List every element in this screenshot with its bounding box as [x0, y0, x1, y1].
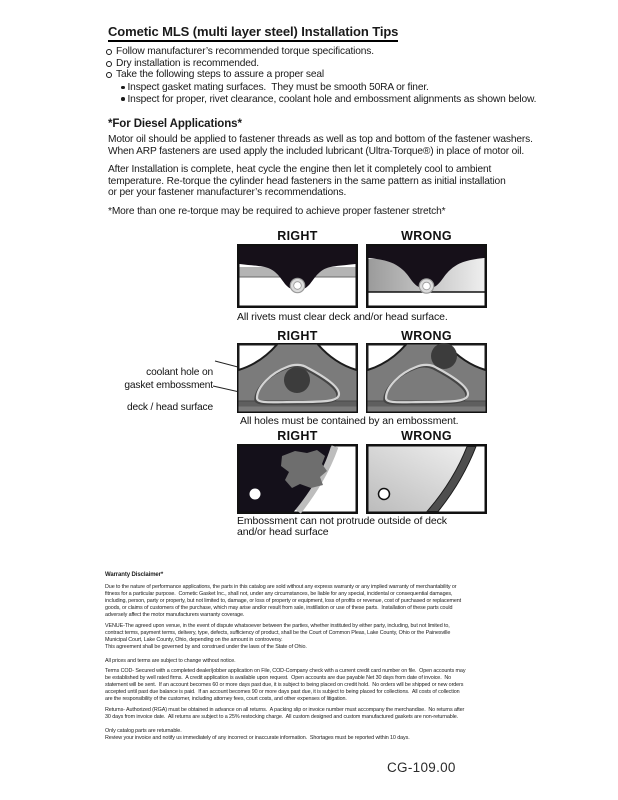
page-code: CG-109.00 [387, 760, 456, 775]
text-line: contract terms, payment terms, delivery, type, defects, sufficiency of product, shall be the Court of Common Pleas, Lake County, Ohio or the Painesville [105, 630, 451, 636]
list-item [106, 69, 536, 81]
text-line: are the responsibility of the customer, including attorney fees, court costs, and other expenses of litigation. [105, 696, 347, 702]
gasket-embossment-annotation: gasket embossment [124, 380, 213, 391]
circle-bullet-icon [106, 72, 112, 78]
bullet-text: Inspect for proper, rivet clearance, coolant hole and embossment alignments as shown below. [127, 93, 537, 105]
section-heading: *For Diesel Applications* [108, 118, 242, 130]
paragraph [105, 707, 465, 721]
dot-bullet-icon [121, 86, 125, 90]
wrong-label: WRONG [401, 229, 452, 243]
bullet-text: Follow manufacturer’s recommended torque specifications. [116, 46, 374, 57]
list-item [106, 82, 536, 94]
diagram-row1-wrong-image [366, 244, 487, 308]
paragraph [105, 668, 465, 703]
row3-caption-line2: and/or head surface [237, 526, 329, 538]
paragraph [108, 206, 533, 217]
paragraph [105, 623, 465, 651]
row3-caption-line1: Embossment can not protrude outside of deck [237, 515, 447, 527]
wrong-label: WRONG [401, 329, 452, 343]
row1-caption: All rivets must clear deck and/or head surface. [237, 311, 448, 323]
text-line: Motor oil should be applied to fastener threads as well as top and bottom of the fastener washers. [108, 134, 533, 146]
bullet-text: Take the following steps to assure a proper seal [116, 69, 324, 80]
deck-surface [369, 292, 485, 306]
text-line: Returns- Authorized (RGA) must be obtained in advance on all returns. A packing slip or invoice number must accompany the merchandise. No returns after [105, 707, 465, 713]
text-line: fitness for a particular purpose. Cometic Gasket Inc., shall not, under any circumstances, be liable for any special, incidental or consequential damages, [105, 591, 453, 597]
list-item [106, 58, 536, 70]
text-line: Review your invoice and notify us immediately of any incorrect or inaccurate information. Shortages must be reported within 10 days. [105, 735, 410, 741]
wrong-label: WRONG [401, 429, 452, 443]
diagram-row3-wrong-image [366, 444, 487, 514]
text-line: After Installation is complete, heat cycle the engine then let it completely cool to ambient [108, 164, 492, 176]
bolt-hole [250, 489, 261, 500]
text-line: When ARP fasteners are used apply the included lubricant (Ultra-Torque®) in place of motor oil. [108, 145, 525, 157]
installation-tips-list [106, 46, 536, 105]
sub-list [106, 82, 536, 105]
text-line: including, person, party or property, but not limited to, damage, or loss of property or equipment, loss of profits or revenue, cost of purchased or replacement [105, 598, 462, 604]
text-line: adversely affect the motor manufacturers warranty coverage. [105, 612, 245, 618]
text-line: goods, or claims of customers of the purchase, which may arise and/or result from sale, instillation or use of these parts. Installation of these parts could [105, 605, 453, 611]
text-line: statement will be sent. If an account becomes 60 or more days past due, it is subject to being placed on credit hold. No orders will be shipped or new orders [105, 682, 464, 688]
embossment-region [281, 450, 327, 488]
dot-bullet-icon [121, 97, 125, 101]
text-line: All prices and terms are subject to change without notice. [105, 658, 236, 664]
right-label: RIGHT [277, 229, 318, 243]
coolant-hole [284, 367, 310, 393]
bolt-hole [379, 489, 390, 500]
coolant-hole [431, 343, 457, 369]
diagram-row2-right-image [237, 343, 358, 413]
diesel-applications-section [108, 119, 533, 225]
page-title: Cometic MLS (multi layer steel) Installation Tips [108, 24, 398, 42]
text-line: This agreement shall be governed by and construed under the laws of the State of Ohio. [105, 644, 307, 650]
text-line: or per your fastener manufacturer’s recommendations. [108, 186, 347, 198]
rivet-center [294, 282, 302, 290]
text-line: *More than one re-torque may be required to achieve proper fastener stretch* [108, 205, 446, 217]
right-label: RIGHT [277, 329, 318, 343]
list-item [106, 46, 536, 58]
text-line: deck / head surface [126, 401, 213, 413]
text-line: VENUE-The agreed upon venue, in the event of dispute whatsoever between the parties, whether instituted by either party, including, but not limited to, [105, 623, 450, 629]
paragraph [105, 584, 465, 619]
text-line: be established by well rated firms. A credit application is available upon request. Open accounts are due payable Net 30 days from date of invoice. No [105, 675, 452, 681]
text-line: Terms COD- Secured with a completed dealer/jobber application on File, COD-Company check with a current credit card number on file. Open accounts may [105, 668, 466, 674]
paragraph [105, 728, 465, 742]
right-label: RIGHT [277, 429, 318, 443]
diagram-row3-right-image [237, 444, 358, 514]
text-line: coolant hole on [146, 367, 213, 378]
paragraph [108, 164, 533, 198]
warranty-disclaimer-section [105, 572, 465, 742]
circle-bullet-icon [106, 49, 112, 55]
text-line: temperature. Re-torque the cylinder head fasteners in the same pattern as initial installation [108, 175, 506, 187]
diagram-row2-wrong-image [366, 343, 487, 413]
bullet-text: Dry installation is recommended. [116, 57, 259, 69]
rivet-center [423, 282, 431, 290]
circle-bullet-icon [106, 61, 112, 67]
text-line: Municipal Court, Lake County, Ohio, depending on the amount in controversy. [105, 637, 283, 643]
row2-caption: All holes must be contained by an embossment. [240, 415, 459, 427]
paragraph [108, 134, 533, 157]
bullet-text: Inspect gasket mating surfaces. They must be smooth 50RA or finer. [127, 82, 429, 93]
text-line: 30 days from invoice date. All returns are subject to a 25% restocking charge. All custom designed and custom manufactured gaskets are non-returnable. [105, 714, 459, 720]
list-item [106, 94, 536, 106]
text-line: accepted until past due balance is paid. If an account becomes 90 or more days past due, it is subject to being placed for collections. All costs of collection [105, 689, 460, 695]
text-line: Due to the nature of performance applications, the parts in this catalog are sold without any express warranty or any implied warranty of merchantability or [105, 584, 457, 590]
warranty-heading: Warranty Disclaimer* [105, 572, 164, 578]
paragraph [105, 658, 465, 665]
diagram-row1-right-image [237, 244, 358, 308]
text-line: Only catalog parts are returnable. [105, 728, 182, 734]
